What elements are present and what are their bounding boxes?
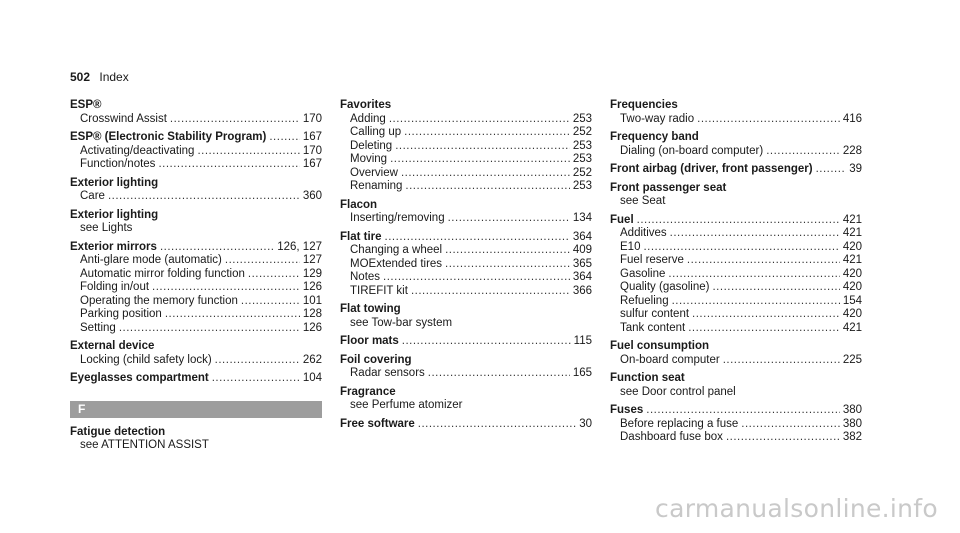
index-heading-label: Foil covering — [340, 353, 412, 366]
subentry-label: Function/notes — [80, 158, 156, 170]
subentry-label: Deleting — [350, 139, 393, 152]
page-ref: 421 — [842, 321, 862, 334]
index-heading-label: Flacon — [340, 198, 378, 211]
index-heading-label: Frequencies — [610, 99, 678, 111]
page-ref: 252 — [572, 126, 592, 138]
index-heading-label: Exterior lighting — [70, 208, 159, 221]
subentry-label: Moving — [350, 153, 388, 165]
subentry-label: Parking position — [80, 308, 162, 320]
index-entry — [610, 214, 862, 336]
leader-dots — [160, 241, 274, 255]
subentry-label: Automatic mirror folding function — [80, 267, 245, 280]
subentry-label: Quality (gasoline) — [620, 281, 710, 293]
index-heading-label: Exterior mirrors — [70, 240, 157, 253]
subentry-label: Dialing (on-board computer) — [620, 144, 764, 157]
index-entry — [340, 231, 592, 299]
index-heading — [70, 372, 322, 386]
index-subentry — [70, 145, 322, 159]
subentry-label: Activating/deactivating — [80, 144, 195, 157]
page-ref: 228 — [842, 144, 862, 157]
subentry-label: Locking (child safety lock) — [80, 353, 212, 366]
index-subentry — [610, 268, 862, 282]
index-subentry — [70, 254, 322, 268]
index-heading — [340, 99, 592, 113]
index-heading — [340, 386, 592, 400]
page-ref: 420 — [842, 267, 862, 280]
page-ref: 420 — [842, 281, 862, 293]
index-entry — [340, 386, 592, 413]
leader-dots — [445, 244, 570, 258]
leader-dots — [723, 354, 840, 368]
index-heading — [610, 182, 862, 196]
leader-dots — [383, 271, 570, 285]
leader-dots — [448, 212, 570, 226]
page-ref: 225 — [842, 353, 862, 366]
index-heading — [610, 214, 862, 228]
section-title: Index — [99, 70, 129, 84]
subentry-label: Calling up — [350, 126, 402, 138]
leader-dots — [712, 281, 839, 295]
cross-reference: see Lights — [80, 222, 133, 234]
subentry-label: sulfur content — [620, 308, 690, 320]
index-heading-label: Fragrance — [340, 385, 396, 398]
subentry-label: Folding in/out — [80, 281, 150, 293]
index-entry — [340, 199, 592, 226]
subentry-label: Fuel reserve — [620, 254, 684, 266]
leader-dots — [402, 335, 571, 349]
index-heading — [340, 335, 592, 349]
index-heading — [340, 231, 592, 245]
index-heading — [70, 426, 322, 440]
index-subentry — [610, 227, 862, 241]
index-entry — [610, 182, 862, 209]
index-heading — [340, 303, 592, 317]
index-entry — [610, 340, 862, 367]
subentry-label: E10 — [620, 240, 641, 253]
index-column-1 — [70, 99, 322, 458]
index-heading-label: Floor mats — [340, 335, 399, 347]
page-ref: 366 — [572, 284, 592, 297]
page-ref: 39 — [849, 163, 862, 175]
subentry-label: Additives — [620, 227, 667, 239]
index-heading — [610, 372, 862, 386]
leader-dots — [404, 126, 570, 140]
subentry-label: Setting — [80, 321, 116, 334]
index-subentry — [340, 367, 592, 381]
watermark: carmanualsonline.info — [655, 494, 938, 523]
subentry-label: Before replacing a fuse — [620, 417, 739, 430]
index-heading-label: Free software — [340, 417, 415, 430]
page-ref: 364 — [572, 271, 592, 283]
leader-dots — [692, 308, 840, 322]
index-heading — [70, 177, 322, 191]
index-heading-label: Fuses — [610, 404, 644, 416]
leader-dots — [411, 285, 570, 299]
subentry-label: Renaming — [350, 180, 403, 192]
subentry-label: Two-way radio — [620, 112, 695, 125]
index-heading-label: ESP® (Electronic Stability Program) — [70, 131, 267, 143]
index-heading — [70, 99, 322, 113]
leader-dots — [197, 145, 299, 159]
leader-dots — [405, 180, 569, 194]
leader-dots — [389, 113, 570, 127]
leader-dots — [165, 308, 300, 322]
index-entry — [70, 241, 322, 336]
cross-reference: see Door control panel — [620, 385, 736, 398]
page-ref: 101 — [302, 294, 322, 307]
leader-dots — [385, 231, 570, 245]
page-ref: 421 — [842, 227, 862, 239]
page-ref: 420 — [842, 240, 862, 253]
index-subentry — [610, 295, 862, 309]
page-ref: 253 — [572, 153, 592, 165]
index-subentry — [610, 418, 862, 432]
subentry-label: Overview — [350, 166, 398, 179]
cross-reference: see Tow-bar system — [350, 316, 453, 329]
index-subentry — [610, 254, 862, 268]
subentry-label: Crosswind Assist — [80, 112, 167, 125]
leader-dots — [816, 163, 847, 177]
index-subentry — [340, 167, 592, 181]
page-ref: 380 — [842, 417, 862, 430]
index-heading-label: External device — [70, 340, 155, 352]
index-heading — [340, 354, 592, 368]
subentry-label: Radar sensors — [350, 367, 425, 379]
index-heading-label: Frequency band — [610, 131, 699, 143]
subentry-label: Gasoline — [620, 267, 666, 280]
page-number: 502 — [70, 70, 91, 84]
leader-dots — [158, 158, 299, 172]
index-subentry — [70, 281, 322, 295]
page-ref: 421 — [842, 254, 862, 266]
leader-dots — [428, 367, 570, 381]
leader-dots — [170, 113, 300, 127]
leader-dots — [395, 140, 570, 154]
page-ref: 360 — [302, 190, 322, 202]
index-subentry — [610, 354, 862, 368]
index-subentry — [610, 113, 862, 127]
leader-dots — [119, 322, 300, 336]
subentry-label: Operating the memory function — [80, 294, 238, 307]
page-ref: 382 — [842, 431, 862, 443]
index-entry — [610, 131, 862, 158]
index-entry — [340, 335, 592, 349]
page-ref: 380 — [842, 404, 862, 416]
page-ref: 170 — [302, 144, 322, 157]
index-subentry — [610, 241, 862, 255]
page-ref: 128 — [302, 308, 322, 320]
index-entry — [70, 209, 322, 236]
page-ref: 127 — [302, 254, 322, 266]
index-subentry — [70, 354, 322, 368]
index-heading — [610, 99, 862, 113]
page-ref: 421 — [842, 213, 862, 226]
index-subentry — [610, 431, 862, 445]
leader-dots — [672, 295, 840, 309]
page-ref: 420 — [842, 308, 862, 320]
leader-dots — [152, 281, 300, 295]
subentry-label: On-board computer — [620, 353, 720, 366]
index-heading — [610, 404, 862, 418]
leader-dots — [401, 167, 570, 181]
page-ref: 126, 127 — [277, 240, 322, 253]
leader-dots — [225, 254, 300, 268]
leader-dots — [241, 295, 300, 309]
index-heading-label: Flat tire — [340, 230, 382, 243]
index-heading-label: Front airbag (driver, front passenger) — [610, 163, 813, 175]
subentry-label: Changing a wheel — [350, 244, 443, 256]
page-ref: 253 — [572, 139, 592, 152]
page-ref: 104 — [302, 372, 322, 384]
page-ref: 129 — [302, 267, 322, 280]
index-heading — [610, 131, 862, 145]
subentry-label: Dashboard fuse box — [620, 431, 723, 443]
page-ref: 170 — [302, 112, 322, 125]
index-heading-label: Function seat — [610, 372, 685, 384]
index-column-3 — [610, 99, 862, 450]
subentry-label: Adding — [350, 112, 386, 125]
page-ref: 126 — [302, 321, 322, 334]
index-subentry — [340, 180, 592, 194]
index-subentry — [340, 126, 592, 140]
index-subentry — [610, 308, 862, 322]
index-subentry — [340, 140, 592, 154]
leader-dots — [668, 268, 839, 282]
index-heading — [70, 340, 322, 354]
index-subentry — [340, 113, 592, 127]
index-subentry — [70, 268, 322, 282]
page-ref: 409 — [572, 244, 592, 256]
index-heading — [70, 209, 322, 223]
leader-dots — [646, 404, 840, 418]
index-subentry — [340, 285, 592, 299]
subentry-label: TIREFIT kit — [350, 284, 408, 297]
leader-dots — [670, 227, 840, 241]
index-heading-label: ESP® — [70, 99, 102, 111]
index-heading-label: Eyeglasses compartment — [70, 372, 209, 384]
page-ref: 365 — [572, 257, 592, 270]
leader-dots — [766, 145, 840, 159]
index-subentry — [610, 322, 862, 336]
index-entry — [610, 404, 862, 445]
leader-dots — [741, 418, 840, 432]
index-entry — [70, 340, 322, 367]
page-ref: 262 — [302, 353, 322, 366]
page-ref: 134 — [572, 212, 592, 224]
index-heading-label: Exterior lighting — [70, 176, 159, 189]
cross-reference: see Perfume atomizer — [350, 399, 463, 411]
index-subentry — [340, 153, 592, 167]
subentry-label: Refueling — [620, 294, 669, 307]
index-entry — [340, 354, 592, 381]
index-entry — [340, 99, 592, 194]
leader-dots — [637, 214, 840, 228]
leader-dots — [697, 113, 840, 127]
index-subentry — [70, 113, 322, 127]
leader-dots — [418, 418, 576, 432]
page-ref: 115 — [573, 335, 592, 347]
index-subentry — [610, 281, 862, 295]
index-subentry — [340, 258, 592, 272]
page-ref: 167 — [302, 131, 322, 143]
index-entry — [610, 372, 862, 399]
leader-dots — [688, 322, 840, 336]
leader-dots — [215, 354, 300, 368]
page-ref: 253 — [572, 112, 592, 125]
index-entry — [340, 303, 592, 330]
subentry-label: MOExtended tires — [350, 257, 443, 270]
index-heading-label: Favorites — [340, 99, 392, 111]
leader-dots — [108, 190, 300, 204]
index-heading-label: Front passenger seat — [610, 181, 727, 194]
index-subentry — [340, 212, 592, 226]
index-column-2 — [340, 99, 592, 436]
leader-dots — [643, 241, 839, 255]
subentry-label: Anti-glare mode (automatic) — [80, 254, 222, 266]
index-subentry — [70, 295, 322, 309]
index-entry — [70, 99, 322, 126]
index-heading — [70, 131, 322, 145]
leader-dots — [269, 131, 299, 145]
index-entry — [610, 99, 862, 126]
index-heading — [610, 163, 862, 177]
index-entry — [340, 418, 592, 432]
page-ref: 30 — [579, 417, 592, 430]
index-subentry — [70, 190, 322, 204]
index-subentry — [610, 145, 862, 159]
subentry-label: Tank content — [620, 321, 686, 334]
index-heading — [340, 418, 592, 432]
index-heading — [70, 241, 322, 255]
index-entry — [70, 372, 322, 386]
page-ref: 154 — [842, 294, 862, 307]
index-entry — [70, 131, 322, 172]
leader-dots — [212, 372, 300, 386]
index-subentry — [70, 158, 322, 172]
leader-dots — [687, 254, 840, 268]
index-entry — [70, 177, 322, 204]
index-subentry — [340, 271, 592, 285]
cross-reference: see Seat — [620, 195, 666, 207]
index-heading — [610, 340, 862, 354]
leader-dots — [390, 153, 570, 167]
index-heading-label: Flat towing — [340, 303, 401, 315]
leader-dots — [248, 268, 300, 282]
index-letter-heading: F — [70, 401, 322, 418]
leader-dots — [445, 258, 570, 272]
subentry-label: Inserting/removing — [350, 212, 445, 224]
index-heading-label: Fuel consumption — [610, 340, 710, 352]
index-subentry — [70, 322, 322, 336]
index-heading — [340, 199, 592, 213]
page-ref: 252 — [572, 166, 592, 179]
index-subentry — [70, 308, 322, 322]
page-header — [70, 70, 129, 84]
page-ref: 364 — [572, 230, 592, 243]
page-ref: 167 — [302, 158, 322, 170]
page-ref: 416 — [842, 112, 862, 125]
cross-reference: see ATTENTION ASSIST — [80, 439, 209, 451]
subentry-label: Notes — [350, 271, 381, 283]
index-entry — [70, 426, 322, 453]
page-ref: 165 — [572, 367, 592, 379]
leader-dots — [726, 431, 840, 445]
page-ref: 253 — [572, 180, 592, 192]
index-heading-label: Fatigue detection — [70, 425, 166, 438]
index-heading-label: Fuel — [610, 213, 634, 226]
index-entry — [610, 163, 862, 177]
index-subentry — [340, 244, 592, 258]
subentry-label: Care — [80, 190, 105, 202]
page-ref: 126 — [302, 281, 322, 293]
